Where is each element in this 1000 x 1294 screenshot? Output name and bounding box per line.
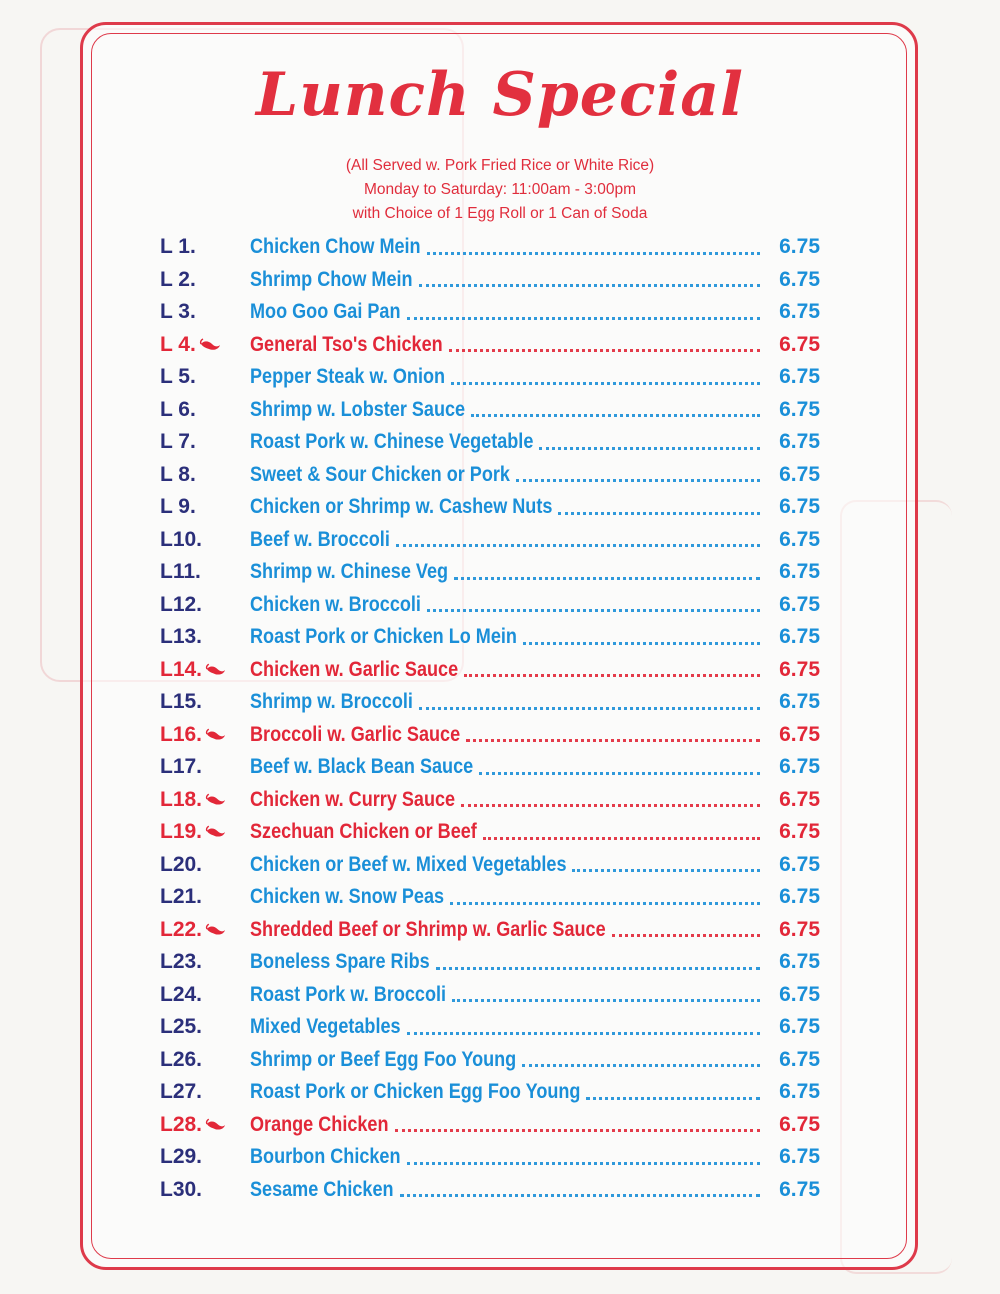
item-number-text: L16. (160, 722, 203, 746)
item-price: 6.75 (779, 495, 820, 519)
dot-leader (419, 704, 760, 710)
item-number (160, 658, 226, 682)
dot-leader (407, 1159, 761, 1165)
item-number (160, 1080, 226, 1104)
item-name: Shrimp w. Lobster Sauce (250, 397, 466, 421)
menu-item (160, 296, 820, 329)
item-number (160, 690, 226, 714)
dot-leader (436, 964, 760, 970)
item-price: 6.75 (779, 787, 820, 811)
dot-leader (427, 249, 760, 255)
dot-leader (454, 574, 760, 580)
item-price: 6.75 (779, 722, 820, 746)
hot-pepper-icon (205, 923, 226, 937)
menu-subtitle (0, 154, 1000, 226)
subtitle-line: Monday to Saturday: 11:00am - 3:00pm (364, 181, 636, 198)
menu-item (160, 719, 820, 752)
item-name: Beef w. Broccoli (250, 527, 390, 551)
item-number (160, 365, 226, 389)
menu-item (160, 654, 820, 687)
item-name: Moo Goo Gai Pan (250, 300, 401, 324)
item-number-text: L10. (160, 527, 203, 551)
menu-item (160, 979, 820, 1012)
hot-pepper-icon (205, 728, 226, 742)
item-number (160, 885, 226, 909)
dot-leader (483, 834, 760, 840)
dot-leader (479, 769, 760, 775)
item-number-text: L24. (160, 982, 203, 1006)
item-number (160, 1178, 226, 1202)
menu-item (160, 459, 820, 492)
hot-pepper-icon (199, 338, 221, 352)
dot-leader (451, 379, 760, 385)
item-price: 6.75 (779, 820, 820, 844)
item-number (160, 430, 226, 454)
item-number (160, 300, 226, 324)
item-number-text: L30. (160, 1177, 203, 1201)
item-price: 6.75 (779, 657, 820, 681)
item-name: Chicken w. Garlic Sauce (250, 657, 459, 681)
item-number (160, 463, 226, 487)
item-number-text: L25. (160, 1015, 203, 1039)
item-name: Orange Chicken (250, 1112, 389, 1136)
dot-leader (612, 931, 760, 937)
item-name: Shrimp w. Broccoli (250, 690, 413, 714)
item-number-text: L18. (160, 787, 203, 811)
menu-item (160, 881, 820, 914)
item-number-text: L17. (160, 755, 203, 779)
dot-leader (396, 541, 760, 547)
item-price: 6.75 (779, 397, 820, 421)
item-name: Beef w. Black Bean Sauce (250, 755, 474, 779)
item-name: Roast Pork or Chicken Lo Mein (250, 625, 517, 649)
dot-leader (466, 736, 760, 742)
item-number (160, 1015, 226, 1039)
hot-pepper-icon (205, 1118, 226, 1132)
item-number (160, 495, 226, 519)
dot-leader (461, 801, 760, 807)
item-number (160, 528, 226, 552)
hot-pepper-icon (205, 793, 226, 807)
dot-leader (516, 476, 760, 482)
dot-leader (539, 444, 760, 450)
lunch-menu-list (160, 231, 820, 1206)
item-name: Chicken or Beef w. Mixed Vegetables (250, 852, 567, 876)
subtitle-line: (All Served w. Pork Fried Rice or White Rice) (345, 157, 655, 174)
item-number (160, 755, 226, 779)
item-price: 6.75 (779, 950, 820, 974)
item-price: 6.75 (779, 690, 820, 714)
item-name: Shrimp Chow Mein (250, 267, 413, 291)
dot-leader (464, 671, 760, 677)
item-name: Bourbon Chicken (250, 1145, 401, 1169)
item-price: 6.75 (779, 755, 820, 779)
dot-leader (572, 866, 760, 872)
menu-item (160, 849, 820, 882)
menu-item (160, 1044, 820, 1077)
item-number-text: L 5. (160, 365, 196, 389)
item-price: 6.75 (779, 625, 820, 649)
item-name: Chicken w. Curry Sauce (250, 787, 456, 811)
item-number (160, 788, 226, 812)
item-number-text: L15. (160, 690, 203, 714)
dot-leader (395, 1126, 761, 1132)
menu-item (160, 1076, 820, 1109)
item-name: Roast Pork or Chicken Egg Foo Young (250, 1080, 581, 1104)
item-number-text: L 3. (160, 300, 196, 324)
item-number (160, 918, 226, 942)
menu-item (160, 329, 820, 362)
menu-item (160, 751, 820, 784)
item-name: Sesame Chicken (250, 1177, 394, 1201)
item-name: Shredded Beef or Shrimp w. Garlic Sauce (250, 917, 606, 941)
item-number (160, 398, 226, 422)
item-price: 6.75 (779, 852, 820, 876)
item-number-text: L28. (160, 1112, 203, 1136)
item-number (160, 268, 226, 292)
item-number (160, 1145, 226, 1169)
item-number (160, 1048, 226, 1072)
item-price: 6.75 (779, 430, 820, 454)
menu-item (160, 556, 820, 589)
dot-leader (523, 639, 760, 645)
menu-item (160, 589, 820, 622)
item-number (160, 333, 226, 357)
item-number-text: L12. (160, 592, 203, 616)
item-name: Chicken w. Broccoli (250, 592, 421, 616)
item-price: 6.75 (779, 917, 820, 941)
item-price: 6.75 (779, 1047, 820, 1071)
item-number-text: L 9. (160, 495, 196, 519)
item-price: 6.75 (779, 527, 820, 551)
item-number (160, 853, 226, 877)
item-number (160, 723, 226, 747)
item-number (160, 593, 226, 617)
menu-item (160, 686, 820, 719)
menu-item (160, 946, 820, 979)
item-price: 6.75 (779, 235, 820, 259)
item-number (160, 950, 226, 974)
hot-pepper-icon (205, 663, 226, 677)
item-price: 6.75 (779, 267, 820, 291)
item-number (160, 560, 226, 584)
menu-item (160, 231, 820, 264)
item-number-text: L 4. (160, 332, 196, 356)
item-number-text: L20. (160, 852, 203, 876)
item-name: Roast Pork w. Chinese Vegetable (250, 430, 534, 454)
menu-item (160, 361, 820, 394)
item-name: Mixed Vegetables (250, 1015, 401, 1039)
item-price: 6.75 (779, 462, 820, 486)
dot-leader (449, 346, 760, 352)
menu-item (160, 491, 820, 524)
item-name: Shrimp or Beef Egg Foo Young (250, 1047, 517, 1071)
item-number-text: L19. (160, 820, 203, 844)
menu-item (160, 1174, 820, 1207)
item-name: Pepper Steak w. Onion (250, 365, 446, 389)
hot-pepper-icon (205, 825, 226, 839)
item-number (160, 983, 226, 1007)
dot-leader (427, 606, 760, 612)
item-number-text: L14. (160, 657, 203, 681)
menu-item (160, 1109, 820, 1142)
item-name: Broccoli w. Garlic Sauce (250, 722, 461, 746)
item-name: Boneless Spare Ribs (250, 950, 430, 974)
item-number-text: L11. (160, 560, 201, 584)
item-number-text: L23. (160, 950, 203, 974)
item-name: Szechuan Chicken or Beef (250, 820, 477, 844)
item-number (160, 1113, 226, 1137)
item-price: 6.75 (779, 560, 820, 584)
menu-item (160, 1141, 820, 1174)
subtitle-line: with Choice of 1 Egg Roll or 1 Can of Soda (352, 205, 648, 222)
item-number (160, 235, 226, 259)
item-number-text: L27. (160, 1080, 203, 1104)
dot-leader (522, 1061, 760, 1067)
menu-item (160, 394, 820, 427)
item-price: 6.75 (779, 1112, 820, 1136)
menu-item (160, 1011, 820, 1044)
item-number-text: L21. (160, 885, 203, 909)
menu-item (160, 784, 820, 817)
item-price: 6.75 (779, 1015, 820, 1039)
item-name: General Tso's Chicken (250, 332, 443, 356)
item-number-text: L 6. (160, 397, 196, 421)
item-number (160, 820, 226, 844)
item-price: 6.75 (779, 332, 820, 356)
dot-leader (450, 899, 760, 905)
menu-item (160, 621, 820, 654)
menu-item (160, 264, 820, 297)
item-name: Chicken or Shrimp w. Cashew Nuts (250, 495, 553, 519)
item-price: 6.75 (779, 592, 820, 616)
item-number-text: L 8. (160, 462, 196, 486)
menu-item (160, 426, 820, 459)
item-price: 6.75 (779, 365, 820, 389)
dot-leader (558, 509, 760, 515)
item-name: Shrimp w. Chinese Veg (250, 560, 449, 584)
item-number-text: L26. (160, 1047, 203, 1071)
item-number-text: L 2. (160, 267, 196, 291)
dot-leader (400, 1191, 760, 1197)
item-price: 6.75 (779, 982, 820, 1006)
dot-leader (419, 281, 760, 287)
item-price: 6.75 (779, 1145, 820, 1169)
item-name: Chicken Chow Mein (250, 235, 421, 259)
item-number-text: L 1. (160, 235, 196, 259)
dot-leader (407, 1029, 760, 1035)
item-price: 6.75 (779, 885, 820, 909)
dot-leader (452, 996, 760, 1002)
item-number-text: L 7. (160, 430, 196, 454)
item-price: 6.75 (779, 1080, 820, 1104)
menu-item (160, 816, 820, 849)
menu-item (160, 524, 820, 557)
item-name: Sweet & Sour Chicken or Pork (250, 462, 510, 486)
item-number-text: L13. (160, 625, 203, 649)
item-number-text: L29. (160, 1145, 203, 1169)
menu-title: Lunch Special (256, 60, 744, 130)
dot-leader (586, 1094, 760, 1100)
item-price: 6.75 (779, 300, 820, 324)
item-name: Chicken w. Snow Peas (250, 885, 445, 909)
menu-item (160, 914, 820, 947)
dot-leader (407, 314, 761, 320)
item-name: Roast Pork w. Broccoli (250, 982, 447, 1006)
item-number (160, 625, 226, 649)
item-number-text: L22. (160, 917, 203, 941)
dot-leader (471, 411, 760, 417)
item-price: 6.75 (779, 1177, 820, 1201)
